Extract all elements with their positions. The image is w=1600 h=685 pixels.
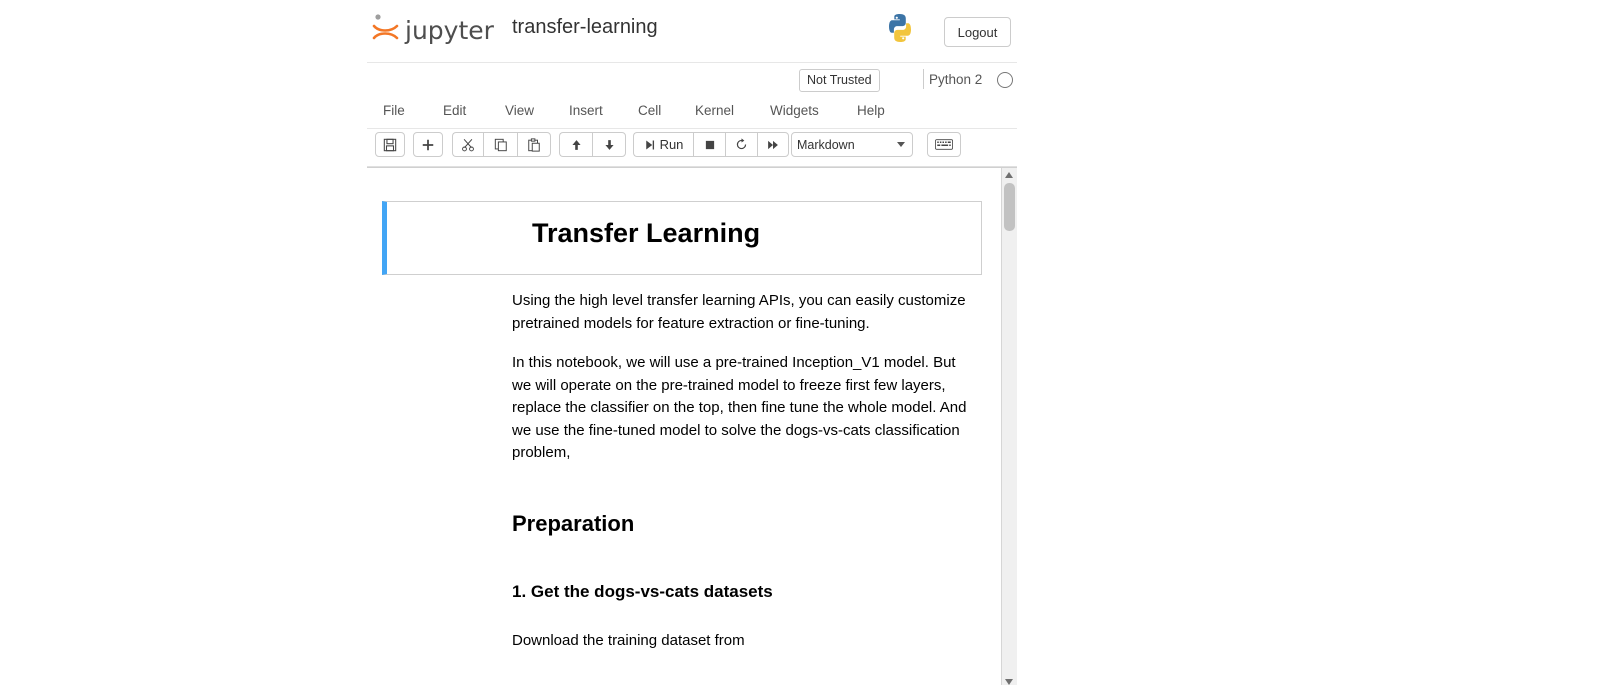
run-button-label: Run — [659, 137, 684, 152]
interrupt-kernel-button[interactable] — [693, 132, 725, 157]
fast-forward-icon — [766, 139, 780, 151]
copy-cell-button[interactable] — [483, 132, 517, 157]
arrow-up-icon — [570, 138, 583, 152]
kernel-status-icon — [997, 72, 1013, 88]
paste-cell-button[interactable] — [517, 132, 551, 157]
notebook-paragraph-2: In this notebook, we will use a pre-trained Inception_V1 model. But we will operate on the pre-trained model to freeze first few layers, replace the classifier on the top, then fine tune the whole model. And we use the fine-tuned model to solve the dogs-vs-cats classification problem, — [512, 354, 967, 461]
notebook-scroll-area — [367, 167, 1017, 685]
toolbar — [367, 129, 1017, 167]
scrollbar-thumb[interactable] — [1004, 183, 1015, 231]
logout-button[interactable]: Logout — [944, 17, 1011, 47]
menu-item-file[interactable]: File — [383, 103, 405, 118]
jupyter-logo-icon — [371, 13, 401, 47]
run-cell-button[interactable] — [633, 132, 693, 157]
notebook-header — [367, 0, 1017, 63]
cell-type-value: Markdown — [797, 137, 855, 152]
menu-item-cell[interactable]: Cell — [638, 103, 662, 118]
divider — [923, 69, 924, 89]
cell-type-select[interactable] — [791, 132, 913, 157]
run-controls-group — [633, 132, 789, 157]
vertical-scrollbar[interactable] — [1001, 168, 1017, 685]
insert-cell-below-button[interactable] — [413, 132, 443, 157]
notebook-heading-1: Transfer Learning — [532, 218, 761, 248]
jupyter-notebook-window — [367, 0, 1017, 685]
notebook-heading-2: Preparation — [512, 511, 635, 536]
menu-item-widgets[interactable]: Widgets — [770, 103, 819, 118]
notebook-heading-3: 1. Get the dogs-vs-cats datasets — [512, 582, 773, 601]
notebook-paragraph-1: Using the high level transfer learning APIs, you can easily customize pretrained models for feature extraction or fine-tuning. — [512, 292, 966, 332]
move-cell-down-button[interactable] — [592, 132, 626, 157]
cut-copy-paste-group — [452, 132, 551, 157]
arrow-down-icon — [603, 138, 616, 152]
python-logo-icon — [885, 12, 915, 44]
keyboard-icon — [935, 139, 953, 150]
restart-and-run-all-button[interactable] — [757, 132, 789, 157]
notebook-cells — [367, 168, 1001, 685]
command-palette-button[interactable] — [927, 132, 961, 157]
copy-icon — [494, 138, 508, 152]
menu-item-view[interactable]: View — [505, 103, 535, 118]
chevron-down-icon — [897, 142, 905, 147]
stop-square-icon — [704, 139, 716, 151]
save-floppy-icon — [383, 138, 397, 152]
restart-circle-icon — [735, 138, 748, 151]
scroll-up-arrow-icon[interactable] — [1005, 172, 1013, 178]
markdown-cell-selected[interactable] — [382, 201, 982, 275]
kernel-name-label: Python 2 — [929, 72, 983, 87]
menu-item-help[interactable]: Help — [857, 103, 885, 118]
menu-bar — [367, 97, 1017, 129]
menu-item-insert[interactable]: Insert — [569, 103, 603, 118]
restart-kernel-button[interactable] — [725, 132, 757, 157]
notebook-paragraph-3: Download the training dataset from — [512, 632, 745, 649]
paste-icon — [527, 138, 541, 152]
notebook-name[interactable]: transfer-learning — [512, 16, 658, 38]
cut-cell-button[interactable] — [452, 132, 483, 157]
save-button[interactable] — [375, 132, 405, 157]
notebook-status-row — [367, 63, 1017, 97]
scroll-down-arrow-icon[interactable] — [1005, 679, 1013, 685]
trust-status-badge[interactable]: Not Trusted — [799, 69, 880, 92]
menu-item-edit[interactable]: Edit — [443, 103, 467, 118]
run-play-icon — [644, 139, 656, 151]
menu-item-kernel[interactable]: Kernel — [695, 103, 735, 118]
scissors-icon — [461, 138, 475, 152]
add-plus-icon — [421, 138, 435, 152]
jupyter-logo-text: jupyter — [405, 15, 494, 45]
move-cell-up-button[interactable] — [559, 132, 592, 157]
move-cell-group — [559, 132, 626, 157]
jupyter-logo[interactable] — [371, 13, 494, 47]
